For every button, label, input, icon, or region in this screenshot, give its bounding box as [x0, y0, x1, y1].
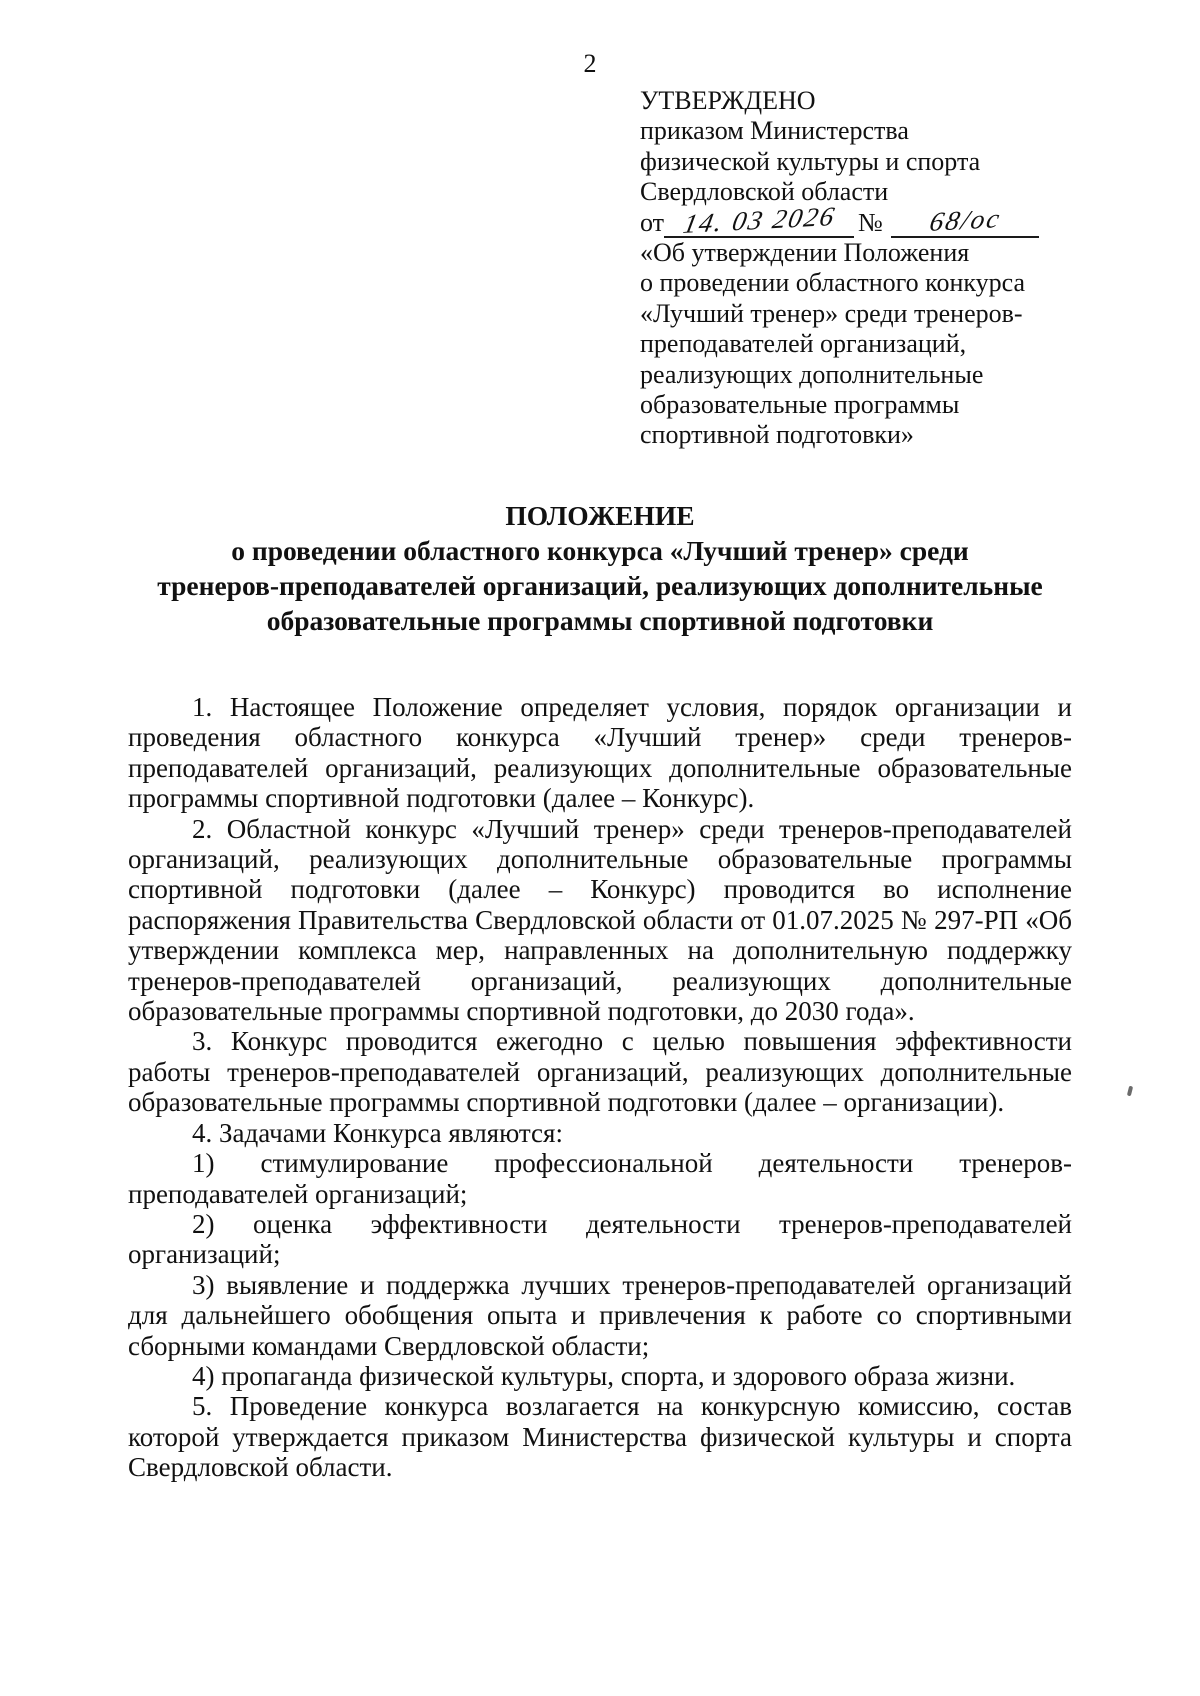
list-item-3: 3) выявление и поддержка лучших тренеров-преподавателей организаций для дальнейшего обобщения опыта и привлечения к работе со спортивными сборными командами Свердловской области;	[128, 1269, 1072, 1361]
order-subject-line: «Лучший тренер» среди тренеров-	[640, 298, 1023, 328]
number-label: №	[858, 207, 883, 237]
scan-artifact	[1127, 1086, 1133, 1097]
document-title-block	[128, 498, 1072, 638]
approval-status: УТВЕРЖДЕНО	[640, 86, 816, 115]
handwritten-number: 68/ос	[927, 203, 1004, 237]
order-subject-line: «Об утверждении Положения	[640, 238, 970, 268]
handwritten-date: 14. 03 2026	[680, 201, 839, 239]
paragraph-2: 2. Областной конкурс «Лучший тренер» среди тренеров-преподавателей организаций, реализующих дополнительные образовательные программы спортивной подготовки (далее – Конкурс) проводится во исполнение распоряжения Правительства Свердловской области от 01.07.2025 № 297-РП «Об утверждении комплекса мер, направленных на дополнительную поддержку тренеров-преподавателей организаций, реализующих дополнительные образовательные программы спортивной подготовки, до 2030 года».	[128, 813, 1072, 1027]
list-item-1: 1) стимулирование профессиональной деятельности тренеров-преподавателей организаций;	[128, 1148, 1072, 1209]
number-underline-field	[891, 203, 1039, 238]
document-body	[128, 692, 1072, 1483]
paragraph-4: 4. Задачами Конкурса являются:	[192, 1117, 563, 1148]
order-subject-line: реализующих дополнительные	[640, 359, 984, 389]
paragraph-3: 3. Конкурс проводится ежегодно с целью повышения эффективности работы тренеров-преподавателей организаций, реализующих дополнительные образовательные программы спортивной подготовки (далее – организации).	[128, 1026, 1072, 1118]
order-subject-line: спортивной подготовки»	[640, 420, 914, 450]
approval-block	[640, 86, 1080, 451]
paragraph-5: 5. Проведение конкурса возлагается на конкурсную комиссию, состав которой утверждается приказом Министерства физической культуры и спорта Свердловской области.	[128, 1391, 1072, 1483]
order-subject-line: о проведении областного конкурса	[640, 268, 1026, 298]
order-subject-line: преподавателей организаций,	[640, 329, 967, 359]
document-subtitle-line: образовательные программы спортивной подготовки	[266, 605, 934, 636]
document-subtitle-line: о проведении областного конкурса «Лучший тренер» среди	[231, 535, 969, 566]
date-label: от	[640, 207, 665, 237]
order-date-number-line	[640, 201, 1080, 239]
list-item-4: 4) пропаганда физической культуры, спорта, и здорового образа жизни.	[192, 1360, 1016, 1391]
order-subject-line: образовательные программы	[640, 390, 960, 420]
date-underline-field	[664, 201, 854, 239]
approval-line: Свердловской области	[640, 177, 889, 207]
approval-line: физической культуры и спорта	[640, 146, 981, 176]
document-title: ПОЛОЖЕНИЕ	[505, 500, 695, 531]
list-item-2: 2) оценка эффективности деятельности тренеров-преподавателей организаций;	[128, 1208, 1072, 1270]
approval-line: приказом Министерства	[640, 116, 909, 146]
paragraph-1: 1. Настоящее Положение определяет условия, порядок организации и проведения областного конкурса «Лучший тренер» среди тренеров-преподавателей организаций, реализующих дополнительные образовательные программы спортивной подготовки (далее – Конкурс).	[128, 692, 1072, 814]
page-number: 2	[583, 49, 597, 78]
document-subtitle-line: тренеров-преподавателей организаций, реализующих дополнительные	[157, 570, 1043, 601]
